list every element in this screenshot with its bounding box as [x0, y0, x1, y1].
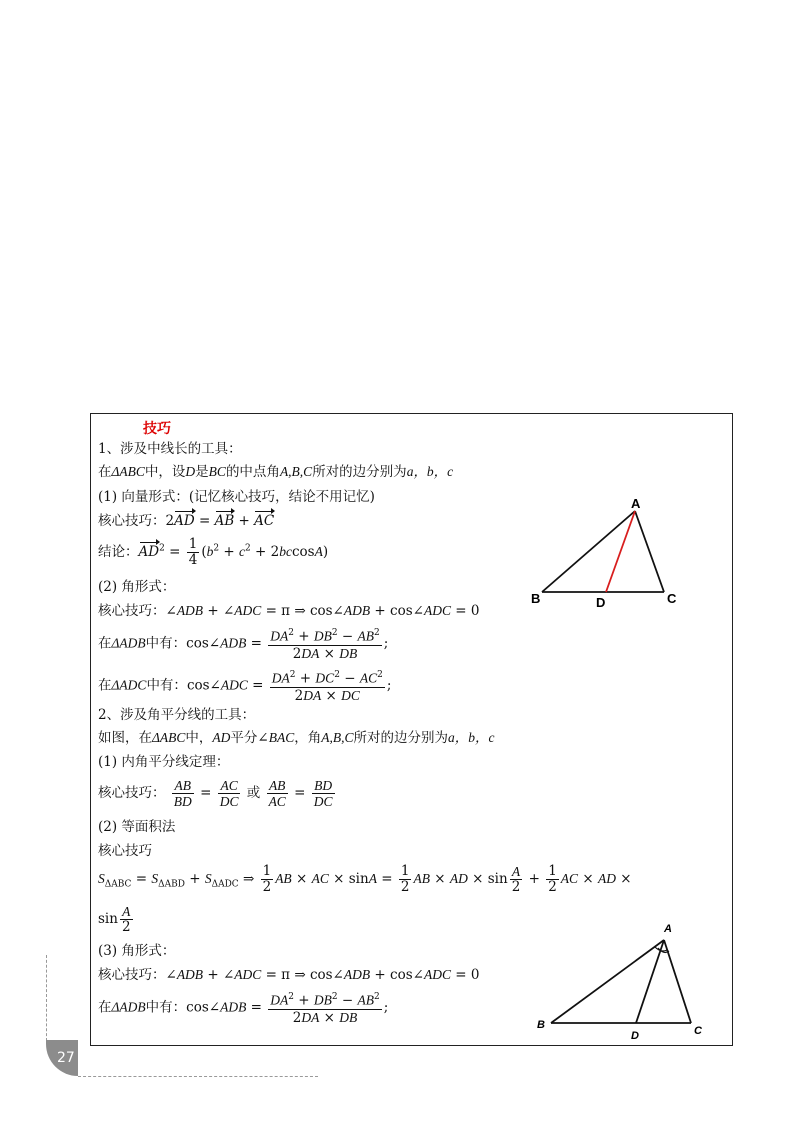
label-d-2: D	[631, 1030, 639, 1042]
cos-adb-formula: 在ΔADB中有：cos∠ADB = $\frac{DA^2 + DB^2 - AB^2}{2DA \times DB}$ ;	[98, 628, 389, 662]
section1-given: 在ΔABC中，设D是BC的中点角A,B,C所对的边分别为a，b，c	[98, 464, 454, 480]
label-b: B	[531, 591, 541, 606]
area-core-label: 核心技巧	[98, 843, 152, 859]
label-c: C	[667, 591, 677, 606]
cos-adb-formula-3: 在ΔADB中有：cos∠ADB = $\frac{DA^2 + DB^2 - AB^2}{2DA \times DB}$ ;	[98, 992, 389, 1026]
label-a-2: A	[664, 923, 672, 935]
vector-form-heading: (1) 向量形式：(记忆核心技巧，结论不用记忆)	[98, 489, 375, 505]
area-formula-cont: sin $\frac{A}{2}$	[98, 904, 131, 935]
bisector-theorem-heading: (1) 内角平分线定理：	[98, 754, 230, 770]
label-c-2: C	[694, 1025, 702, 1037]
median-triangle-figure	[528, 495, 688, 615]
page-number: 27	[57, 1050, 75, 1066]
section-title: 技巧	[143, 421, 171, 437]
page-dash-vertical	[46, 955, 47, 1041]
bisector-theorem-formula: 核心技巧： $\frac{AB}{BD}$ = $\frac{AC}{DC}$ 或 $\frac{AB}{AC}$ = $\frac{BD}{DC}$	[98, 778, 333, 809]
side-ac	[635, 511, 664, 592]
label-d: D	[596, 595, 606, 610]
bisector-ad	[636, 940, 664, 1023]
area-formula: $S_{\Delta ABC} = S_{\Delta ABD} + S_{\Delta ADC}$ ⇒ $\frac{1}{2}$ AB × AC × sinA = $\frac{1}{2}$ AB × AD × sin $\frac{A}{2}$ + $\frac{1}{2}$ AC × AD ×	[98, 863, 632, 895]
section1-heading: 1、涉及中线长的工具：	[98, 441, 242, 457]
angle-form3-heading: (3) 角形式：	[98, 943, 176, 959]
label-a: A	[631, 496, 641, 511]
section2-given: 如图，在ΔABC中，AD平分∠BAC，角A,B,C所对的边分别为a，b，c	[98, 730, 495, 746]
vector-core-technique: 核心技巧：2AD = AB + AC	[98, 513, 275, 529]
cos-adc-formula: 在ΔADC中有：cos∠ADC = $\frac{DA^2 + DC^2 - AC^2}{2DA \times DC}$ ;	[98, 670, 392, 704]
side-ac-2	[664, 940, 691, 1023]
angle-core-technique: 核心技巧：∠ADB + ∠ADC = π ⇒ cos∠ADB + cos∠ADC = 0	[98, 603, 480, 619]
label-b-2: B	[537, 1019, 545, 1031]
page-dash-horizontal	[78, 1076, 318, 1077]
angle-core-technique-3: 核心技巧：∠ADB + ∠ADC = π ⇒ cos∠ADB + cos∠ADC = 0	[98, 967, 480, 983]
angle-form-heading: (2) 角形式：	[98, 579, 176, 595]
area-method-heading: (2) 等面积法	[98, 819, 176, 835]
section2-heading: 2、涉及角平分线的工具：	[98, 707, 256, 723]
side-ab-2	[551, 940, 664, 1023]
vector-conclusion: 结论：$AD^2$ = $\frac{1}{4}$ $(b^2 + c^2 + 2bccosA)$	[98, 536, 329, 568]
bisector-triangle-figure	[533, 918, 713, 1043]
